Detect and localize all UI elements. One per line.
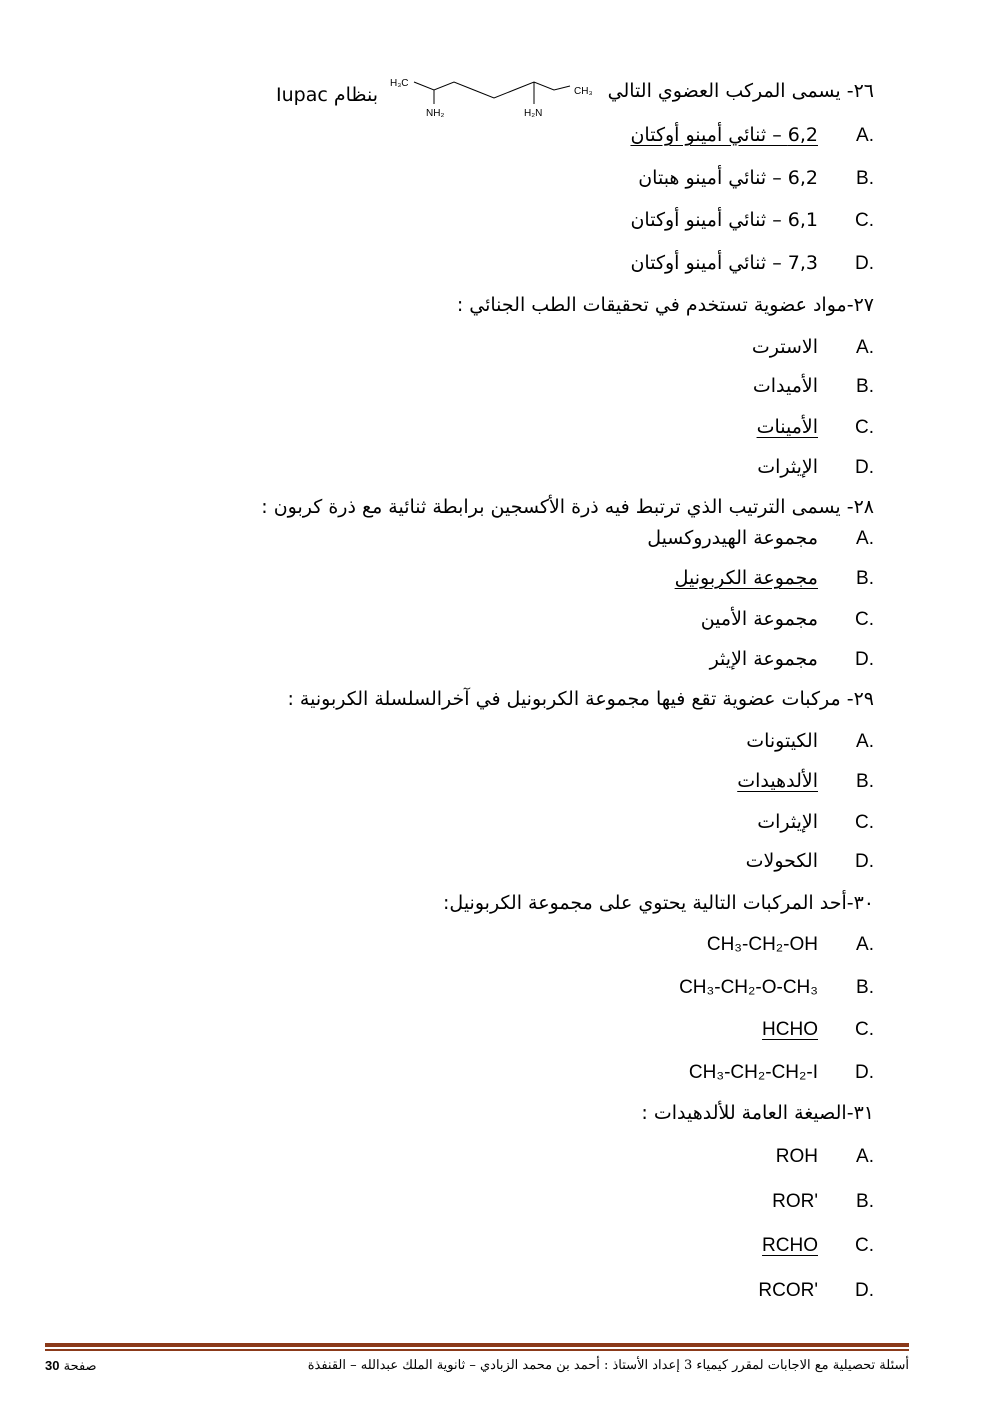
molecule-ch3-right: CH₃	[574, 86, 593, 97]
option-29-c[interactable]: C. الإيثرات	[757, 811, 874, 833]
question-30: ٣٠-أحد المركبات التالية يحتوي على مجموعة الكربونيل:	[443, 892, 874, 914]
option-31-b[interactable]: B. ROR'	[772, 1191, 874, 1212]
option-31-a[interactable]: A. ROH	[775, 1146, 874, 1167]
question-26-text: ٢٦- يسمى المركب العضوي التالي	[607, 80, 874, 102]
option-30-a[interactable]: A. CH₃-CH₂-OH	[706, 934, 874, 955]
option-29-d[interactable]: D. الكحولات	[745, 850, 874, 872]
molecule-structure	[388, 72, 610, 122]
option-31-d[interactable]: D. RCOR'	[758, 1280, 874, 1301]
question-26	[608, 80, 874, 102]
option-26-b[interactable]: B. 6,2 – ثنائي أمينو هبتان	[638, 167, 874, 189]
option-26-d[interactable]: D. 7,3 – ثنائي أمينو أوكتان	[630, 252, 874, 274]
question-28: ٢٨- يسمى الترتيب الذي ترتبط فيه ذرة الأكسجين برابطة ثنائية مع ذرة كربون :	[261, 496, 874, 518]
option-26-a[interactable]: A. 6,2 – ثنائي أمينو أوكتان	[630, 124, 874, 146]
option-28-a[interactable]: A. مجموعة الهيدروكسيل	[647, 527, 874, 549]
option-28-c[interactable]: C. مجموعة الأمين	[700, 608, 874, 630]
footer-rule-thin	[45, 1349, 909, 1351]
option-28-b[interactable]: B. مجموعة الكربونيل	[674, 567, 874, 589]
question-26-suffix: بنظام Iupac	[276, 84, 378, 106]
option-27-b[interactable]: B. الأميدات	[752, 375, 874, 397]
option-31-c[interactable]: C. RCHO	[762, 1235, 874, 1256]
option-29-a[interactable]: A. الكيتونات	[746, 730, 874, 752]
option-30-b[interactable]: B. CH₃-CH₂-O-CH₃	[679, 977, 874, 998]
question-31: ٣١-الصيغة العامة للألدهيدات :	[641, 1102, 874, 1124]
page-number: صفحة 30	[45, 1358, 97, 1374]
option-29-b[interactable]: B. الألدهيدات	[737, 770, 874, 792]
option-27-a[interactable]: A. الاسترت	[751, 336, 874, 358]
option-30-d[interactable]: D. CH₃-CH₂-CH₂-I	[688, 1062, 874, 1083]
molecule-nh2: NH₂	[426, 108, 445, 119]
option-26-c[interactable]: C. 6,1 – ثنائي أمينو أوكتان	[630, 209, 874, 231]
molecule-h2n: H₂N	[524, 108, 543, 119]
option-30-c[interactable]: C. HCHO	[762, 1019, 874, 1040]
footer-rule	[45, 1343, 909, 1347]
footer-credits: أسئلة تحصيلية مع الاجابات لمقرر كيمياء 3 إعداد الأستاذ : أحمد بن محمد الزبادي – ثانوية الملك عبدالله – القنفذة	[307, 1358, 909, 1373]
question-29: ٢٩- مركبات عضوية تقع فيها مجموعة الكربونيل في آخرالسلسلة الكربونية :	[287, 688, 874, 710]
question-27: ٢٧-مواد عضوية تستخدم في تحقيقات الطب الجنائي :	[456, 294, 874, 316]
molecule-ch3-left: H₃C	[390, 78, 409, 89]
option-28-d[interactable]: D. مجموعة الإيثر	[709, 648, 874, 670]
option-27-c[interactable]: C. الأمينات	[756, 416, 874, 438]
option-27-d[interactable]: D. الإيثرات	[757, 456, 874, 478]
